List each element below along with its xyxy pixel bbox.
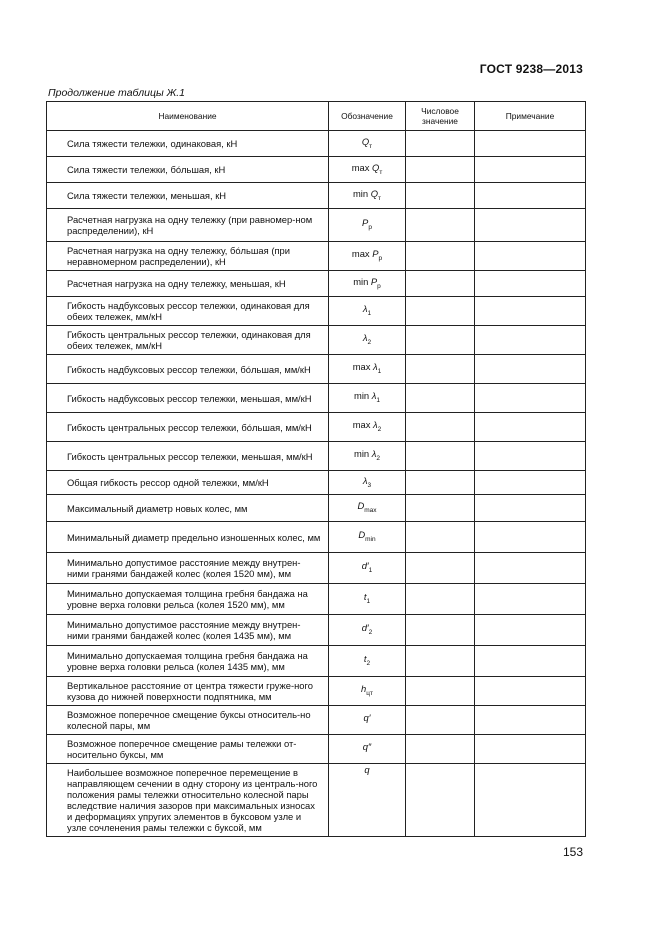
parameter-name: Расчетная нагрузка на одну тележку, бóльшая (при неравномерном распределении), кН	[47, 242, 329, 271]
note-cell	[475, 471, 586, 495]
parameter-symbol	[329, 646, 406, 677]
symbol-subscript: 3	[367, 481, 372, 489]
table-row	[47, 735, 586, 764]
parameter-name: Наибольшее возможное поперечное перемещение в направляющем сечении в одну сторону из централь-ного положения рамы тележки относительно колесной пары вследствие наличия зазоров при максимальных износах и деформациях упругих элементов в буксовом узле и узле сочленения рамы тележки с буксой, мм	[47, 764, 329, 837]
numeric-value-cell	[406, 413, 475, 442]
parameter-symbol	[329, 355, 406, 384]
note-cell	[475, 584, 586, 615]
symbol-subscript: 1	[367, 310, 372, 317]
parameter-name: Максимальный диаметр новых колес, мм	[47, 495, 329, 522]
note-cell	[475, 764, 586, 837]
symbol-letter: λ	[371, 390, 377, 401]
parameter-symbol	[329, 735, 406, 764]
note-cell	[475, 297, 586, 326]
table-row	[47, 471, 586, 495]
parameter-symbol	[329, 157, 406, 183]
symbol-letter: P	[372, 248, 379, 259]
symbol-subscript: 1	[376, 397, 380, 404]
symbol-letter: Q	[372, 161, 380, 173]
numeric-value-cell	[406, 271, 475, 297]
parameter-symbol	[329, 471, 406, 495]
symbol-letter: t	[363, 591, 367, 602]
parameter-symbol	[329, 242, 406, 271]
table-caption: Продолжение таблицы Ж.1	[48, 87, 185, 99]
symbol-letter: λ	[373, 419, 378, 430]
parameter-symbol	[329, 183, 406, 209]
numeric-value-cell	[406, 355, 475, 384]
parameters-table	[46, 101, 586, 837]
note-cell	[475, 183, 586, 209]
symbol-letter: P	[362, 217, 369, 228]
symbol-letter: q″	[362, 741, 372, 752]
parameter-name: Минимально допустимое расстояние между внутрен-ними гранями бандажей колес (колея 1520 мм), мм	[47, 553, 329, 584]
numeric-value-cell	[406, 764, 475, 837]
parameter-name: Сила тяжести тележки, бóльшая, кН	[47, 157, 329, 183]
table-row	[47, 764, 586, 837]
parameter-name: Гибкость центральных рессор тележки, одинаковая для обеих тележек, мм/кН	[47, 326, 329, 355]
parameter-symbol	[329, 553, 406, 584]
numeric-value-cell	[406, 183, 475, 209]
parameter-symbol	[329, 706, 406, 735]
parameter-name: Гибкость надбуксовых рессор тележки, меньшая, мм/кН	[47, 384, 329, 413]
note-cell	[475, 131, 586, 157]
symbol-subscript: цт	[366, 690, 373, 697]
symbol-letter: Q	[361, 135, 370, 147]
note-cell	[475, 355, 586, 384]
symbol-letter: λ	[362, 303, 368, 314]
symbol-prefix: min	[353, 187, 371, 199]
numeric-value-cell	[406, 553, 475, 584]
symbol-subscript: p	[378, 255, 383, 262]
symbol-subscript: 2	[376, 455, 380, 462]
numeric-value-cell	[406, 384, 475, 413]
parameter-name: Расчетная нагрузка на одну тележку (при равномер-ном распределении), кН	[47, 209, 329, 242]
note-cell	[475, 209, 586, 242]
table-row	[47, 271, 586, 297]
parameter-name: Возможное поперечное смещение рамы тележки от-носительно буксы, мм	[47, 735, 329, 764]
parameter-name: Расчетная нагрузка на одну тележку, меньшая, кН	[47, 271, 329, 297]
symbol-letter: Q	[370, 187, 379, 199]
numeric-value-cell	[406, 495, 475, 522]
parameter-symbol	[329, 442, 406, 471]
parameter-symbol	[329, 584, 406, 615]
standard-code: ГОСТ 9238—2013	[479, 62, 583, 76]
note-cell	[475, 553, 586, 584]
parameter-symbol	[329, 677, 406, 706]
column-header-name: Наименование	[47, 102, 329, 131]
parameter-symbol	[329, 384, 406, 413]
parameter-name: Минимально допускаемая толщина гребня бандажа на уровне верха головки рельса (колея 1435 мм), мм	[47, 646, 329, 677]
table-row	[47, 442, 586, 471]
table-row	[47, 242, 586, 271]
symbol-subscript: 2	[377, 426, 382, 433]
numeric-value-cell	[406, 706, 475, 735]
table-row	[47, 646, 586, 677]
symbol-letter: D	[357, 500, 365, 511]
numeric-value-cell	[406, 442, 475, 471]
symbol-subscript: 1	[377, 368, 382, 375]
parameter-name: Минимально допустимое расстояние между внутрен-ними гранями бандажей колес (колея 1435 мм), мм	[47, 615, 329, 646]
column-header-note: Примечание	[475, 102, 586, 131]
numeric-value-cell	[406, 677, 475, 706]
table-row	[47, 522, 586, 553]
note-cell	[475, 271, 586, 297]
table-row	[47, 413, 586, 442]
parameter-name: Гибкость центральных рессор тележки, бóльшая, мм/кН	[47, 413, 329, 442]
numeric-value-cell	[406, 157, 475, 183]
parameter-symbol	[329, 764, 406, 837]
note-cell	[475, 646, 586, 677]
parameter-name: Минимально допускаемая толщина гребня бандажа на уровне верха головки рельса (колея 1520 мм), мм	[47, 584, 329, 615]
symbol-prefix: max	[351, 161, 373, 173]
table-header-row	[47, 102, 586, 131]
parameter-name: Гибкость центральных рессор тележки, меньшая, мм/кН	[47, 442, 329, 471]
numeric-value-cell	[406, 209, 475, 242]
symbol-prefix: min	[354, 448, 372, 459]
symbol-subscript: 1	[368, 567, 373, 574]
symbol-subscript: p	[377, 282, 381, 290]
symbol-prefix: min	[353, 275, 371, 287]
note-cell	[475, 157, 586, 183]
column-header-value: Числовое значение	[406, 102, 475, 131]
symbol-letter: d′	[361, 622, 369, 633]
parameter-name: Гибкость надбуксовых рессор тележки, одинаковая для обеих тележек, мм/кН	[47, 297, 329, 326]
numeric-value-cell	[406, 646, 475, 677]
symbol-letter: λ	[371, 448, 377, 459]
note-cell	[475, 326, 586, 355]
parameter-symbol	[329, 326, 406, 355]
parameter-symbol	[329, 271, 406, 297]
table-row	[47, 157, 586, 183]
symbol-letter: d′	[361, 560, 369, 571]
note-cell	[475, 413, 586, 442]
parameter-symbol	[329, 522, 406, 553]
numeric-value-cell	[406, 297, 475, 326]
note-cell	[475, 615, 586, 646]
symbol-subscript: т	[378, 194, 381, 202]
parameter-symbol	[329, 495, 406, 522]
table-row	[47, 706, 586, 735]
symbol-subscript: p	[368, 224, 372, 231]
table-row	[47, 384, 586, 413]
symbol-letter: λ	[362, 474, 368, 486]
symbol-letter: λ	[373, 361, 378, 372]
table-row	[47, 183, 586, 209]
symbol-prefix: max	[352, 419, 374, 430]
symbol-letter: λ	[362, 332, 368, 343]
column-header-symbol: Обозначение	[329, 102, 406, 131]
parameter-name: Общая гибкость рессор одной тележки, мм/кН	[47, 471, 329, 495]
numeric-value-cell	[406, 735, 475, 764]
symbol-letter: q′	[363, 712, 371, 723]
symbol-letter: q	[364, 764, 370, 775]
symbol-subscript: 2	[367, 339, 372, 346]
symbol-subscript: т	[369, 142, 373, 150]
numeric-value-cell	[406, 522, 475, 553]
note-cell	[475, 442, 586, 471]
note-cell	[475, 677, 586, 706]
note-cell	[475, 522, 586, 553]
numeric-value-cell	[406, 471, 475, 495]
parameter-name: Вертикальное расстояние от центра тяжести груже-ного кузова до нижней поверхности подпятника, мм	[47, 677, 329, 706]
parameter-name: Сила тяжести тележки, одинаковая, кН	[47, 131, 329, 157]
note-cell	[475, 735, 586, 764]
table-row	[47, 615, 586, 646]
parameter-name: Возможное поперечное смещение буксы относитель-но колесной пары, мм	[47, 706, 329, 735]
symbol-letter: h	[361, 683, 367, 694]
parameter-name: Гибкость надбуксовых рессор тележки, бóльшая, мм/кН	[47, 355, 329, 384]
page-number: 153	[562, 845, 583, 859]
table-row	[47, 326, 586, 355]
parameter-name: Сила тяжести тележки, меньшая, кН	[47, 183, 329, 209]
numeric-value-cell	[406, 615, 475, 646]
parameter-name: Минимальный диаметр предельно изношенных колес, мм	[47, 522, 329, 553]
note-cell	[475, 706, 586, 735]
table-row	[47, 297, 586, 326]
table-row	[47, 584, 586, 615]
note-cell	[475, 495, 586, 522]
parameter-symbol	[329, 615, 406, 646]
symbol-subscript: 2	[366, 660, 371, 667]
symbol-prefix: max	[352, 361, 374, 372]
numeric-value-cell	[406, 326, 475, 355]
table-row	[47, 209, 586, 242]
numeric-value-cell	[406, 584, 475, 615]
symbol-subscript: 2	[368, 629, 373, 636]
symbol-subscript: min	[365, 536, 376, 543]
symbol-letter: t	[363, 653, 367, 664]
symbol-letter: D	[358, 529, 366, 540]
table-row	[47, 355, 586, 384]
symbol-subscript: max	[364, 507, 377, 514]
parameter-symbol	[329, 209, 406, 242]
numeric-value-cell	[406, 131, 475, 157]
numeric-value-cell	[406, 242, 475, 271]
note-cell	[475, 242, 586, 271]
table-row	[47, 495, 586, 522]
table-row	[47, 677, 586, 706]
symbol-subscript: т	[379, 168, 383, 176]
note-cell	[475, 384, 586, 413]
symbol-letter: P	[370, 275, 378, 287]
symbol-prefix: max	[351, 248, 373, 259]
parameter-symbol	[329, 413, 406, 442]
table-row	[47, 131, 586, 157]
parameter-symbol	[329, 131, 406, 157]
symbol-subscript: 1	[366, 598, 371, 605]
parameter-symbol	[329, 297, 406, 326]
table-row	[47, 553, 586, 584]
symbol-prefix: min	[354, 390, 372, 401]
